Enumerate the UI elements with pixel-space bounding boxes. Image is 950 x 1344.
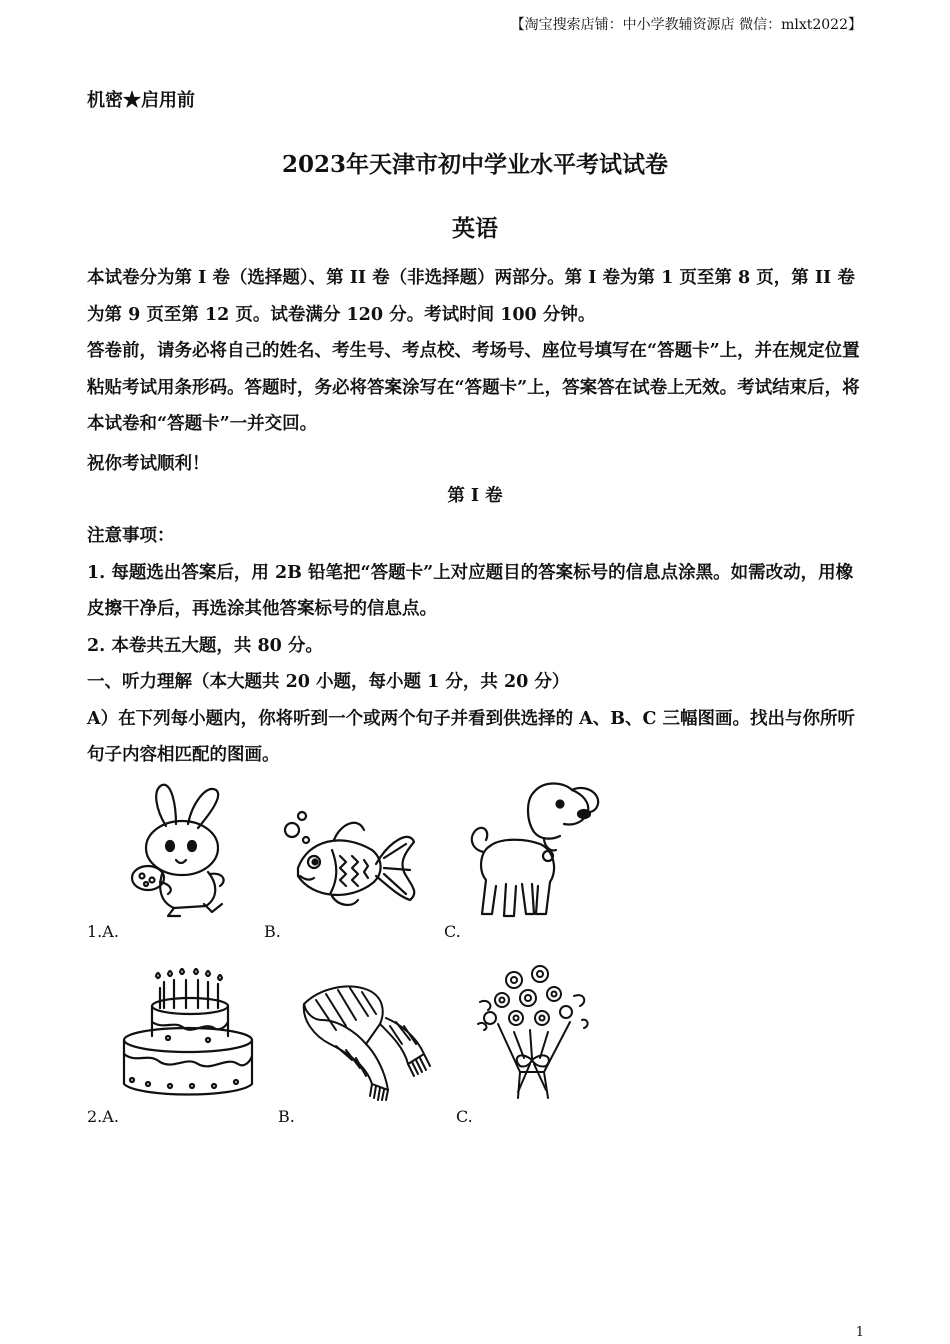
- intro-paragraph: 本试卷分为第 I 卷（选择题）、第 II 卷（非选择题）两部分。第 I 卷为第 1 页至第 8 页，第 II 卷为第 9 页至第 12 页。试卷满分 120 分。考试时间 100 分钟。: [87, 268, 855, 325]
- good-luck-text: 祝你考试顺利！: [87, 454, 210, 474]
- q2-option-c-label: C.: [456, 1107, 473, 1126]
- instructions-paragraph: 答卷前，请务必将自己的姓名、考生号、考点校、考场号、座位号填写在“答题卡”上，并在规定位置粘贴考试用条形码。答题时，务必将答案涂写在“答题卡”上，答案答在试卷上无效。考试结束后，将本试卷和“答题卡”一并交回。: [87, 341, 860, 434]
- q1-option-a-label: 1.A.: [87, 922, 119, 941]
- rabbit-picture: [122, 780, 244, 922]
- q1-option-b-label: B.: [264, 922, 281, 941]
- section-instructions: A）在下列每小题内，你将听到一个或两个句子并看到供选择的 A、B、C 三幅图画。找出与你所听句子内容相匹配的图画。: [87, 708, 856, 765]
- confidential-mark: 机密★启用前: [87, 90, 195, 111]
- notes-section: [87, 518, 867, 774]
- section-heading: 一、听力理解（本大题共 20 小题，每小题 1 分，共 20 分）: [87, 672, 570, 692]
- notes-heading: 注意事项：: [87, 526, 175, 546]
- scarf-picture: [296, 980, 436, 1102]
- note-1: 1. 每题选出答案后，用 2B 铅笔把“答题卡”上对应题目的答案标号的信息点涂黑。如需改动，用橡皮擦干净后，再选涂其他答案标号的信息点。: [87, 562, 854, 619]
- fish-picture: [280, 810, 425, 915]
- volume-heading: 第 I 卷: [447, 486, 503, 506]
- birthday-cake-picture: [118, 968, 258, 1100]
- q2-option-b-label: B.: [278, 1107, 295, 1126]
- page-title: 2023年天津市初中学业水平考试试卷: [281, 151, 668, 178]
- flower-bouquet-picture: [474, 962, 594, 1107]
- dog-picture: [460, 780, 605, 922]
- note-2: 2. 本卷共五大题，共 80 分。: [87, 635, 323, 656]
- subject-title: 英语: [452, 215, 498, 242]
- q2-option-a-label: 2.A.: [87, 1107, 119, 1126]
- page-number: 1: [855, 1325, 864, 1340]
- header-note: 【淘宝搜索店铺：中小学教辅资源店 微信：mlxt2022】: [510, 17, 862, 33]
- q1-option-c-label: C.: [444, 922, 461, 941]
